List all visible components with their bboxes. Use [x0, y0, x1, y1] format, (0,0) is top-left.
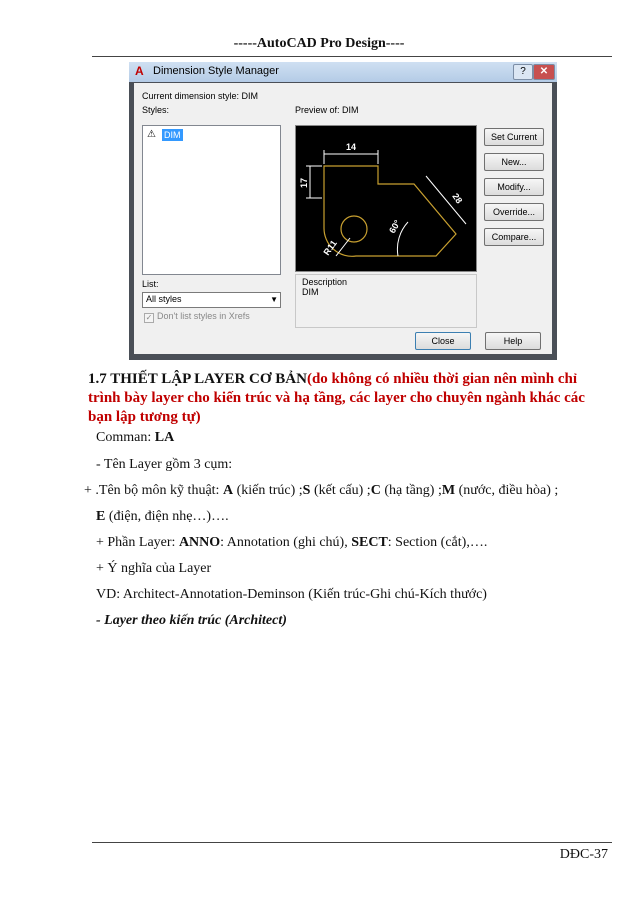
dim-text-radius: R11	[321, 238, 339, 258]
dept-text: (nước, điều hòa) ;	[455, 483, 559, 498]
department-line-cont	[96, 509, 229, 525]
header-rule	[92, 56, 612, 57]
dialog-titlebar	[129, 62, 557, 82]
part-prefix: + Phần Layer:	[96, 535, 179, 550]
set-current-button[interactable]: Set Current	[484, 128, 544, 146]
dept-code: A	[222, 483, 234, 498]
dept-text: (điện, điện nhẹ…)….	[105, 509, 229, 524]
dim-line-radius	[336, 238, 350, 256]
dept-text: (kết cấu) ;	[310, 483, 371, 498]
xrefs-checkbox[interactable]	[144, 311, 250, 323]
new-button[interactable]: New...	[484, 153, 544, 171]
dept-code: E	[96, 509, 106, 524]
architect-heading: - Layer theo kiến trúc (Architect)	[96, 613, 287, 628]
compare-button[interactable]: Compare...	[484, 228, 544, 246]
part-text: : Annotation (ghi chú),	[220, 535, 352, 550]
current-style-label: Current dimension style: DIM	[142, 91, 259, 101]
dialog-title: Dimension Style Manager	[153, 65, 279, 77]
dept-prefix: + .Tên bộ môn kỹ thuật:	[84, 483, 223, 498]
override-button[interactable]: Override...	[484, 203, 544, 221]
checkbox-check-icon: ✓	[145, 313, 153, 322]
part-outline	[324, 166, 456, 256]
styles-list[interactable]	[142, 125, 281, 275]
part-text: : Section (cắt),….	[387, 535, 488, 550]
help-window-button[interactable]: ?	[513, 64, 533, 80]
list-filter-select[interactable]	[142, 292, 281, 308]
preview-label: Preview of: DIM	[295, 105, 359, 115]
section-note: (do không có nhiều thời gian nên mình chỉ trình bày layer cho kiến trúc và hạ tầng, các layer cho chuyên ngành khác các bạn lập tương tự)	[88, 371, 585, 425]
preview-drawing	[296, 126, 476, 271]
footer-rule	[92, 842, 612, 843]
part-code: SECT	[351, 535, 388, 550]
page-number: DĐC-37	[559, 847, 608, 862]
dimension-preview	[295, 125, 477, 272]
chevron-down-icon: ▼	[270, 295, 278, 304]
name-intro-line: - Tên Layer gồm 3 cụm:	[96, 457, 233, 472]
dept-text: (kiến trúc) ;	[233, 483, 303, 498]
dept-code: C	[370, 483, 381, 498]
dialog-body	[134, 83, 552, 354]
style-name[interactable]: DIM	[164, 130, 181, 140]
dim-text-top: 14	[346, 142, 357, 152]
style-warning-icon: ⚠	[147, 129, 156, 140]
dimension-style-manager-screenshot	[129, 62, 557, 360]
dim-text-angle: 60°	[387, 218, 403, 235]
description-box	[295, 274, 477, 328]
autocad-icon: A	[135, 64, 144, 78]
list-label: List:	[142, 279, 159, 289]
close-button[interactable]: Close	[415, 332, 471, 350]
part-code: ANNO	[178, 535, 221, 550]
description-label: Description	[302, 277, 348, 287]
description-value: DIM	[302, 287, 319, 297]
help-button[interactable]: Help	[485, 332, 541, 350]
dept-code: M	[441, 483, 456, 498]
example-line: VD: Architect-Annotation-Deminson (Kiến trúc-Ghi chú-Kích thước)	[96, 587, 487, 602]
part-line	[96, 535, 487, 551]
command-value: LA	[154, 430, 175, 445]
dept-text: (hạ tầng) ;	[380, 483, 442, 498]
department-line	[84, 483, 558, 499]
section-title: 1.7 THIẾT LẬP LAYER CƠ BẢN	[88, 371, 307, 387]
command-label: Comman:	[96, 430, 155, 445]
dim-text-left: 17	[299, 177, 309, 188]
section-heading	[88, 370, 612, 427]
dept-code: S	[302, 483, 311, 498]
xrefs-checkbox-label: Don't list styles in Xrefs	[157, 311, 250, 321]
modify-button[interactable]: Modify...	[484, 178, 544, 196]
page-header: -----AutoCAD Pro Design----	[233, 36, 405, 51]
dim-text-right: 28	[450, 191, 465, 206]
styles-label: Styles:	[142, 105, 170, 115]
meaning-line: + Ý nghĩa của Layer	[96, 561, 212, 576]
list-filter-value: All styles	[146, 294, 182, 304]
command-line	[96, 430, 174, 446]
hole-circle	[341, 216, 367, 242]
close-window-button[interactable]: ✕	[533, 64, 555, 80]
